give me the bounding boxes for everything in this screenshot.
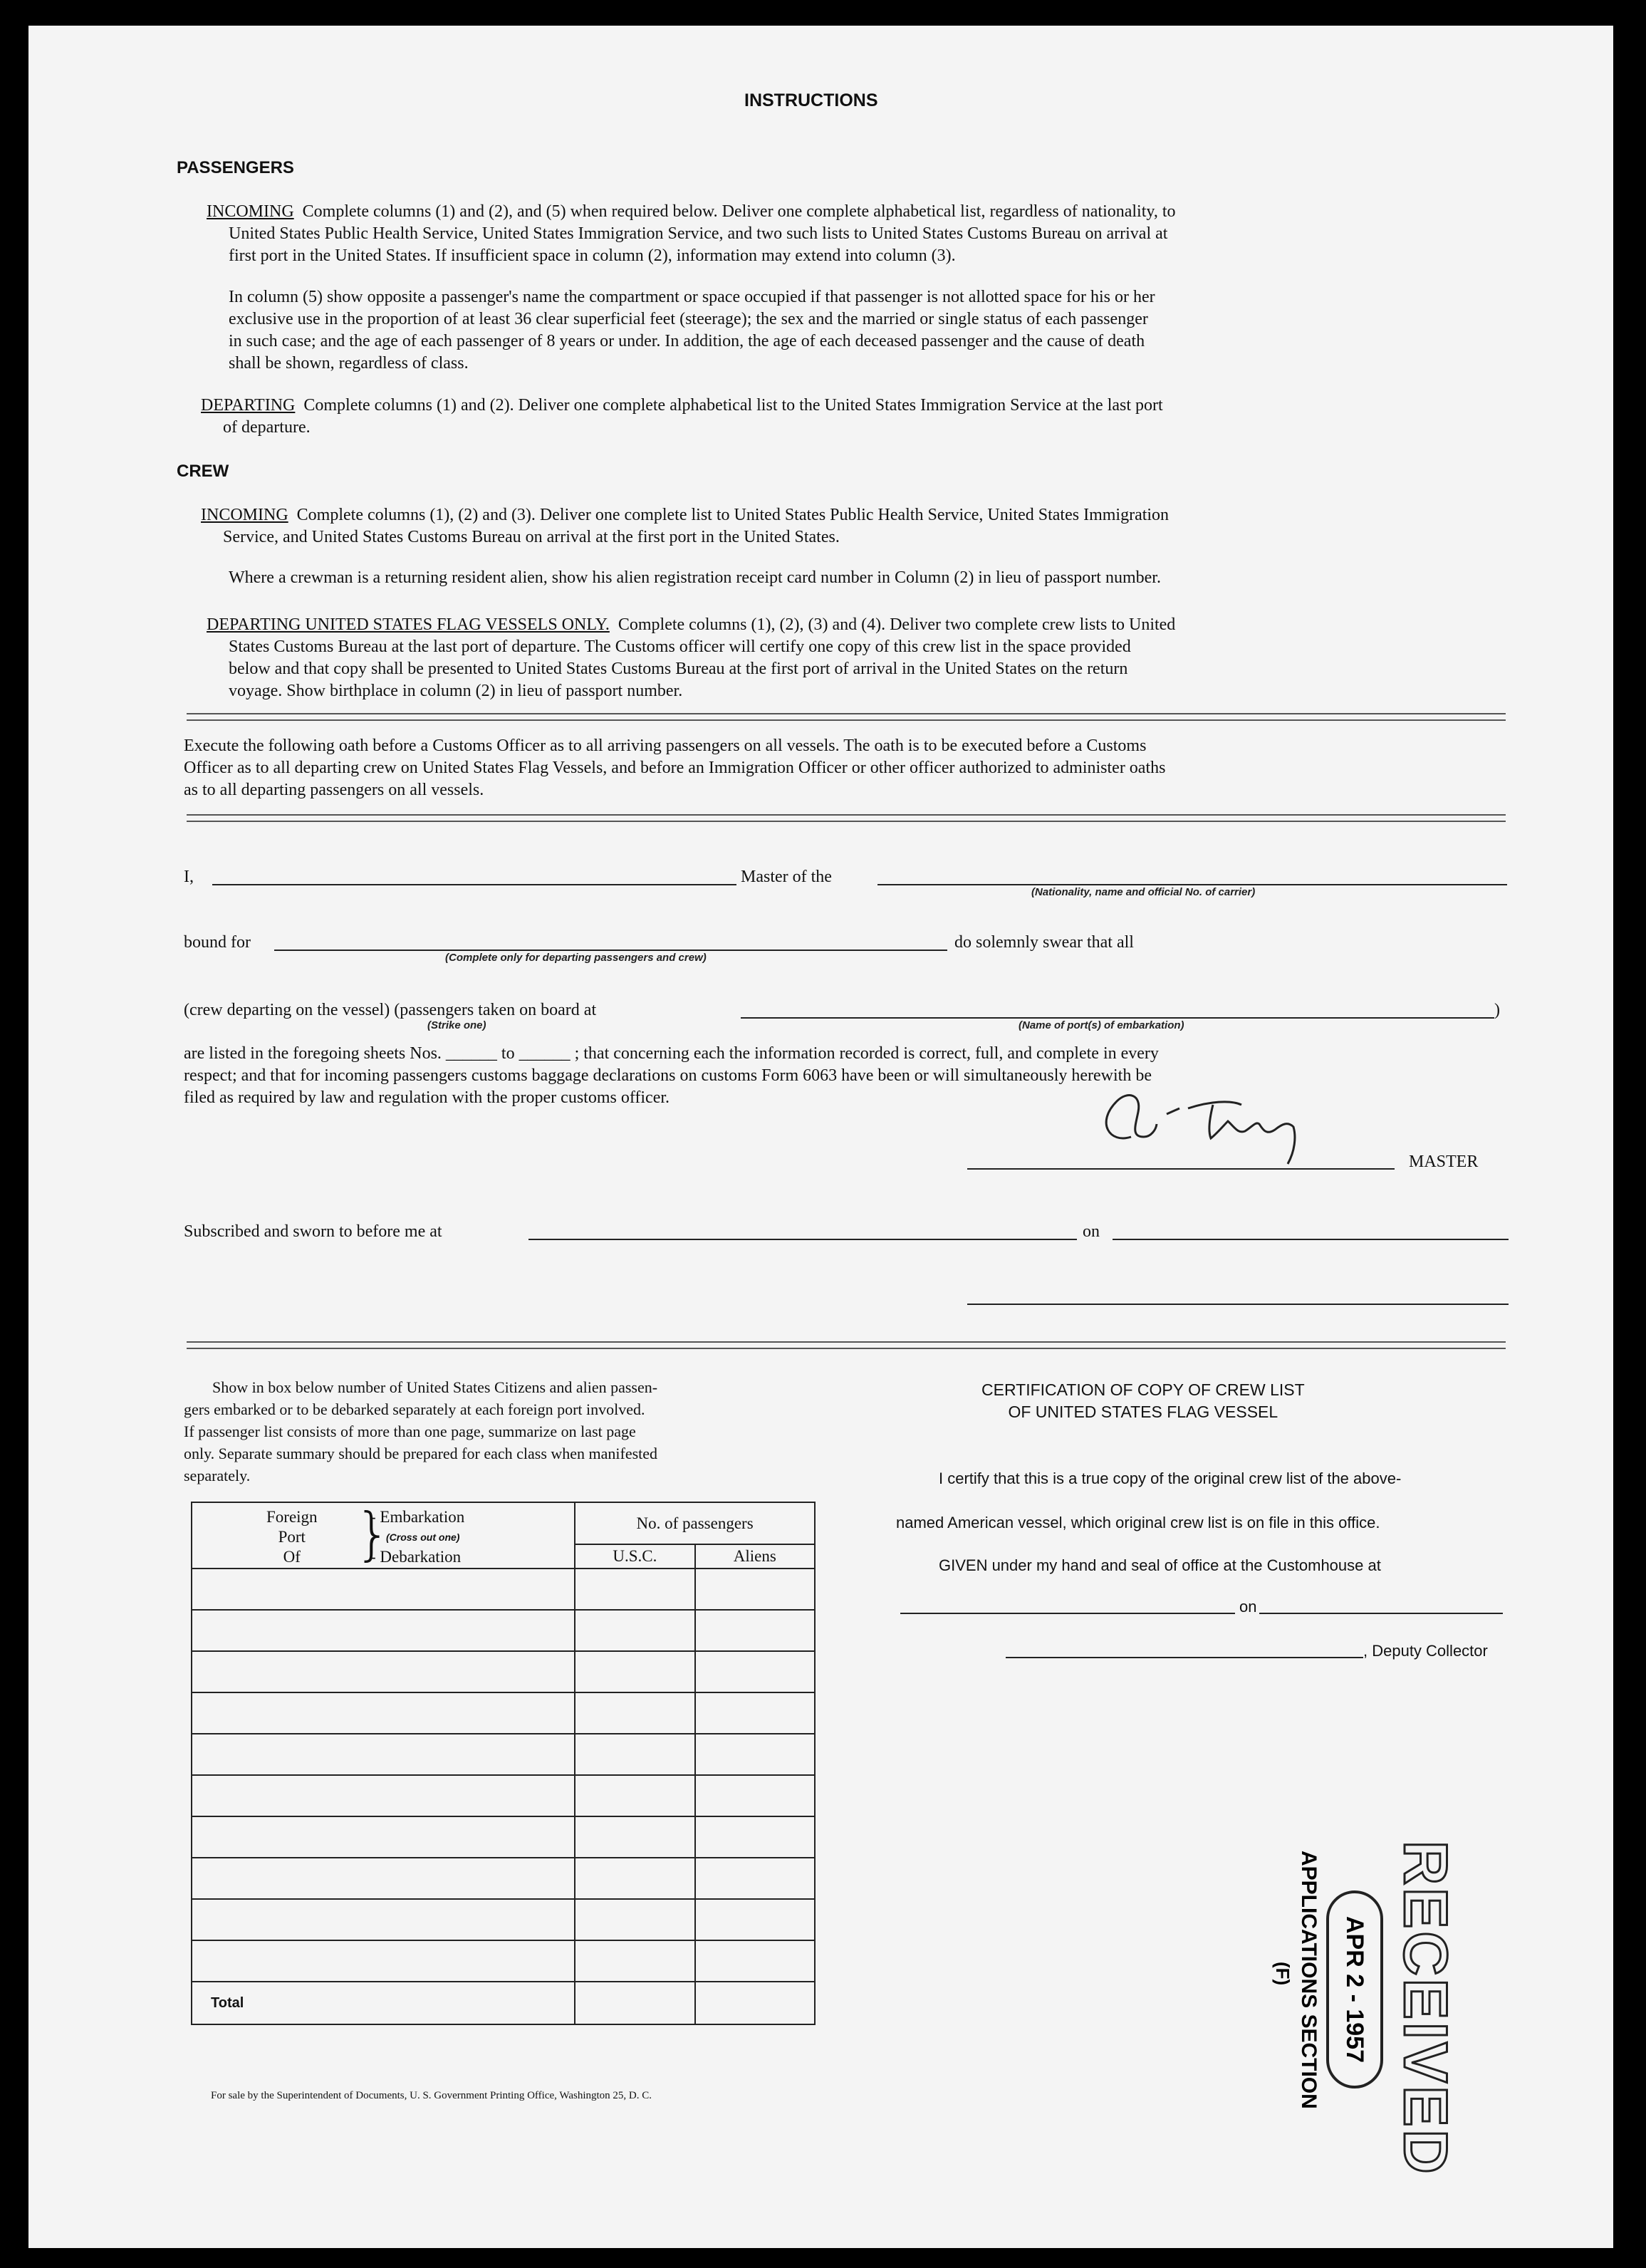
port-cell[interactable]	[192, 1569, 575, 1610]
oath-intro-paragraph: Execute the following oath before a Customs Officer as to all arriving passengers on all vessels. The oath is to be executed before a Customs Officer as to all departing crew on United States Flag Vessels, and before an Immigration Officer or other officer authorized to administer oaths as to all departing passengers on all vessels.	[184, 737, 1166, 799]
master-of-the-label: Master of the	[741, 868, 832, 886]
form-page	[28, 26, 1613, 2248]
port-cell[interactable]	[192, 1775, 575, 1816]
certification-date-field[interactable]	[1259, 1613, 1503, 1614]
officer-signature-line[interactable]	[967, 1304, 1509, 1305]
usc-cell[interactable]	[575, 1569, 694, 1610]
certification-title: CERTIFICATION OF COPY OF CREW LIST OF UNITED STATES FLAG VESSEL	[981, 1380, 1305, 1421]
aliens-header: Aliens	[695, 1544, 815, 1569]
total-usc-cell[interactable]	[575, 1982, 694, 2024]
double-rule	[187, 814, 1506, 822]
summary-row	[192, 1816, 815, 1858]
port-cell[interactable]	[192, 1940, 575, 1982]
summary-row	[192, 1858, 815, 1899]
carrier-field[interactable]	[877, 884, 1507, 885]
received-stamp	[1218, 1841, 1460, 2177]
crew-departing-paragraph: DEPARTING UNITED STATES FLAG VESSELS ONLY. Complete columns (1), (2), (3) and (4). Deliver two complete crew lists to United States Customs Bureau at the last port of departure. The Customs officer will certify one copy of this crew list in the space provided below and that copy shall be presented to United States Customs Bureau at the first port of arrival in the United States on the return voyage. Show birthplace in column (2) in lieu of passport number.	[207, 615, 1176, 700]
sworn-on-label: on	[1083, 1222, 1100, 1241]
aliens-cell[interactable]	[695, 1610, 815, 1651]
aliens-cell[interactable]	[695, 1734, 815, 1775]
crew-incoming-paragraph: INCOMING Complete columns (1), (2) and (3). Deliver one complete list to United States Public Health Service, United States Immigration Service, and United States Customs Bureau on arrival at the first port in the United States.	[201, 506, 1170, 546]
bound-caption: (Complete only for departing passengers and crew)	[445, 952, 707, 964]
departing-label: DEPARTING	[201, 396, 296, 415]
port-cell[interactable]	[192, 1610, 575, 1651]
stamp-date: APR 2 - 1957	[1326, 1890, 1383, 2088]
aliens-cell[interactable]	[695, 1651, 815, 1692]
page-title: INSTRUCTIONS	[744, 90, 878, 110]
master-label: MASTER	[1409, 1153, 1479, 1171]
summary-row	[192, 1899, 815, 1940]
aliens-cell[interactable]	[695, 1816, 815, 1858]
passengers-incoming-paragraph: INCOMING Complete columns (1) and (2), and (5) when required below. Deliver one complete alphabetical list, regardless of nationality, to United States Public Health Service, United States Immigration Service, and two such lists to United States Customs Bureau on arrival at first port in the United States. If insufficient space in column (2), information may extend into column (3).	[207, 202, 1176, 265]
swear-text: do solemnly swear that all	[954, 933, 1134, 952]
passengers-heading: PASSENGERS	[177, 158, 294, 177]
gpo-footer: For sale by the Superintendent of Documents, U. S. Government Printing Office, Washington 25, D. C.	[211, 2090, 652, 2101]
passengers-departing-paragraph: DEPARTING Complete columns (1) and (2). Deliver one complete alphabetical list to the United States Immigration Service at the last port of departure.	[201, 396, 1163, 437]
port-cell[interactable]	[192, 1734, 575, 1775]
resident-alien-line: Where a crewman is a returning resident alien, show his alien registration receipt card number in Column (2) in lieu of passport number.	[229, 568, 1161, 587]
stamp-word: RECEIVED	[1391, 1841, 1459, 2177]
port-cell[interactable]	[192, 1692, 575, 1734]
summary-row	[192, 1940, 815, 1982]
master-name-field[interactable]	[212, 884, 736, 885]
summary-row	[192, 1734, 815, 1775]
summary-row	[192, 1692, 815, 1734]
summary-row	[192, 1775, 815, 1816]
stamp-section: APPLICATIONS SECTION	[1297, 1851, 1321, 2109]
aliens-cell[interactable]	[695, 1692, 815, 1734]
customhouse-field[interactable]	[900, 1613, 1235, 1614]
usc-cell[interactable]	[575, 1775, 694, 1816]
certify-line-1: I certify that this is a true copy of the original crew list of the above-	[939, 1469, 1402, 1487]
aliens-cell[interactable]	[695, 1899, 815, 1940]
aliens-cell[interactable]	[695, 1940, 815, 1982]
port-cell[interactable]	[192, 1651, 575, 1692]
usc-cell[interactable]	[575, 1734, 694, 1775]
summary-row	[192, 1651, 815, 1692]
port-cell[interactable]	[192, 1899, 575, 1940]
usc-cell[interactable]	[575, 1692, 694, 1734]
certify-line-2: named American vessel, which original crew list is on file in this office.	[896, 1514, 1380, 1531]
strike-caption: (Strike one)	[427, 1019, 486, 1031]
incoming-label: INCOMING	[207, 202, 294, 221]
foreign-port-header: Foreign Port Of } - Embarkation (Cross out one) - Debarkation	[192, 1502, 575, 1569]
oath-i-label: I,	[184, 868, 194, 886]
usc-cell[interactable]	[575, 1816, 694, 1858]
aliens-cell[interactable]	[695, 1569, 815, 1610]
port-cell[interactable]	[192, 1858, 575, 1899]
bound-for-field[interactable]	[274, 950, 947, 951]
passenger-summary-table	[191, 1502, 816, 2025]
summary-row	[192, 1610, 815, 1651]
crew-heading: CREW	[177, 462, 229, 481]
sworn-date-field[interactable]	[1113, 1239, 1509, 1240]
usc-cell[interactable]	[575, 1610, 694, 1651]
subscribed-label: Subscribed and sworn to before me at	[184, 1222, 442, 1241]
certification-on-label: on	[1239, 1598, 1257, 1616]
given-line: GIVEN under my hand and seal of office at the Customhouse at	[939, 1556, 1381, 1574]
close-paren: )	[1494, 1001, 1500, 1019]
port-embarkation-field[interactable]	[741, 1017, 1494, 1019]
aliens-cell[interactable]	[695, 1858, 815, 1899]
master-signature	[1088, 1080, 1345, 1165]
usc-header: U.S.C.	[575, 1544, 694, 1569]
usc-cell[interactable]	[575, 1899, 694, 1940]
usc-cell[interactable]	[575, 1651, 694, 1692]
sworn-place-field[interactable]	[528, 1239, 1077, 1240]
summary-instructions: Show in box below number of United States Citizens and alien passen- gers embarked or to be debarked separately at each foreign port involved. If passenger list consists of more than one page, summarize on last page only. Separate summary should be prepared for each class when manifested separately.	[184, 1378, 658, 1484]
column5-paragraph: In column (5) show opposite a passenger's name the compartment or space occupied if that passenger is not allotted space for his or her exclusive use in the proportion of at least 36 clear superficial feet (steerage); the sex and the married or single status of each passenger in such case; and the age of each passenger of 8 years or under. In addition, the age of each deceased passenger and the cause of death shall be shown, regardless of class.	[229, 288, 1155, 373]
usc-cell[interactable]	[575, 1940, 694, 1982]
double-rule	[187, 713, 1506, 721]
crew-departing-text: (crew departing on the vessel) (passengers taken on board at	[184, 1001, 597, 1019]
no-passengers-header: No. of passengers	[575, 1502, 815, 1544]
stamp-code: (F)	[1272, 1962, 1293, 1986]
summary-row	[192, 1569, 815, 1610]
deputy-collector-label: , Deputy Collector	[1363, 1642, 1488, 1660]
deputy-collector-field[interactable]	[1006, 1657, 1363, 1658]
bound-for-label: bound for	[184, 933, 251, 952]
total-label: Total	[192, 1982, 575, 2024]
port-caption: (Name of port(s) of embarkation)	[1019, 1019, 1184, 1031]
oath-listed-paragraph: are listed in the foregoing sheets Nos. ______ to ______ ; that concerning each the information recorded is correct, full, and complete in every respect; and that for incoming passengers customs baggage declarations on customs Form 6063 have been or will simultaneously herewith be filed as required by law and regulation with the proper customs officer.	[184, 1044, 1159, 1107]
usc-cell[interactable]	[575, 1858, 694, 1899]
aliens-cell[interactable]	[695, 1775, 815, 1816]
double-rule	[187, 1341, 1506, 1349]
brace-icon: }	[355, 1501, 391, 1567]
carrier-caption: (Nationality, name and official No. of carrier)	[1031, 886, 1256, 898]
total-aliens-cell[interactable]	[695, 1982, 815, 2024]
port-cell[interactable]	[192, 1816, 575, 1858]
master-signature-line[interactable]	[967, 1168, 1395, 1170]
